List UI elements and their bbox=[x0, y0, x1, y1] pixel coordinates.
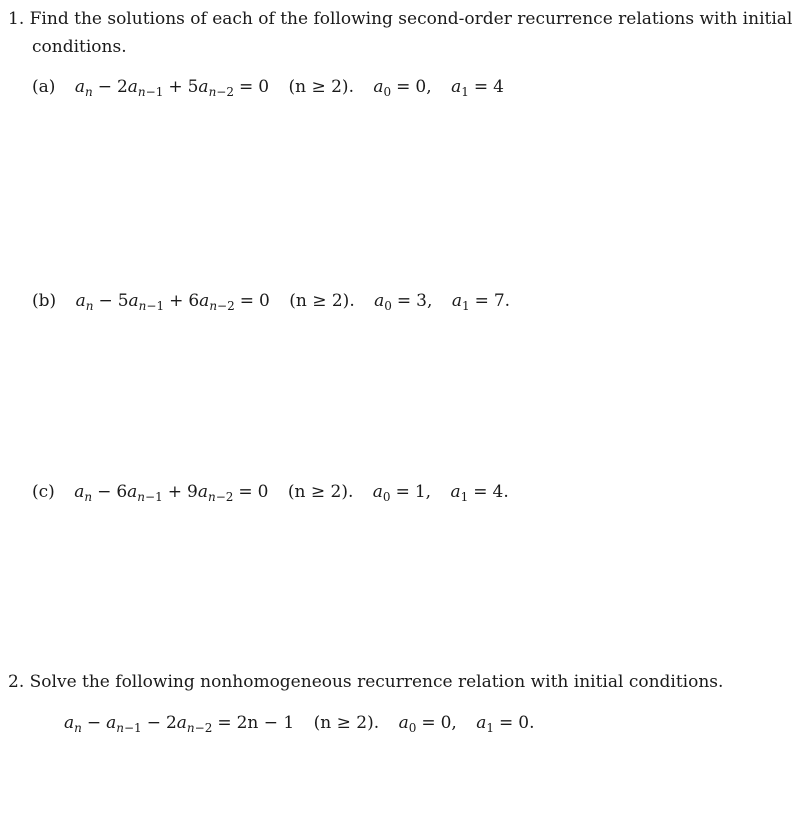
part-b-a0: 3 bbox=[416, 291, 427, 311]
part-c-a0: 1 bbox=[414, 482, 426, 502]
part-b-equation: (b) $a_n - 5a_{n-1} + 6a_{n-2} = 0$ (n ≥ 2). $a_0 = 3$, $a_1 = 7$. bbox=[32, 291, 511, 313]
part-c-a1: 4 bbox=[492, 482, 504, 502]
problem-2-condition: (n ≥ 2). bbox=[313, 713, 380, 733]
part-a-a1: 4 bbox=[493, 77, 504, 97]
problem-1-text: Find the solutions of each of the following second-order recurrence relations with initial bbox=[29, 9, 793, 29]
problem-2-number: 2. bbox=[8, 672, 25, 692]
part-c-coef1: 6 bbox=[116, 482, 128, 502]
part-c-sign: + bbox=[167, 482, 182, 502]
problem-2-text: Solve the following nonhomogeneous recurrence relation with initial conditions. bbox=[29, 672, 724, 692]
problem-2-equation: $a_n - a_{n-1} - 2a_{n-2} = 2n - 1$ (n ≥ 2). $a_0 = 0$, $a_1 = 0$. bbox=[64, 713, 535, 735]
problem-2-line bbox=[8, 672, 723, 692]
problem-2-end: . bbox=[529, 713, 535, 733]
problem-2-a0: 0 bbox=[440, 713, 452, 733]
part-a-a0: 0 bbox=[415, 77, 427, 97]
problem-2-a1: 0 bbox=[518, 713, 530, 733]
part-a-sign: + bbox=[168, 77, 183, 97]
part-a-coef2: 5 bbox=[187, 77, 199, 97]
part-b-label: (b) bbox=[32, 291, 57, 311]
problem-1-text-continued: conditions. bbox=[32, 37, 127, 57]
problem-1-line-2 bbox=[32, 37, 127, 57]
part-c-equation: (c) $a_n - 6a_{n-1} + 9a_{n-2} = 0$ (n ≥ 2). $a_0 = 1$, $a_1 = 4$. bbox=[32, 482, 509, 504]
part-c-coef2: 9 bbox=[186, 482, 198, 502]
part-b-a1: 7 bbox=[493, 291, 505, 311]
problem-2-rhs: 2n − 1 bbox=[236, 713, 295, 733]
part-b-sign: + bbox=[169, 291, 184, 311]
part-a-label: (a) bbox=[32, 77, 56, 97]
part-c-end: . bbox=[503, 482, 509, 502]
part-b-end: . bbox=[504, 291, 511, 311]
part-b-coef2: 6 bbox=[188, 291, 200, 311]
problem-1-number: 1. bbox=[8, 9, 25, 29]
part-a-equation: (a) $a_n - 2a_{n-1} + 5a_{n-2} = 0$ (n ≥ 2). $a_0 = 0$, $a_1 = 4$ bbox=[32, 77, 504, 99]
part-b-condition: (n ≥ 2). bbox=[289, 291, 355, 311]
part-c-label: (c) bbox=[32, 482, 55, 502]
part-a-coef1: 2 bbox=[116, 77, 128, 97]
problem-1-line-1 bbox=[8, 9, 792, 29]
part-c-condition: (n ≥ 2). bbox=[287, 482, 354, 502]
part-b-coef1: 5 bbox=[117, 291, 129, 311]
part-a-condition: (n ≥ 2). bbox=[288, 77, 354, 97]
